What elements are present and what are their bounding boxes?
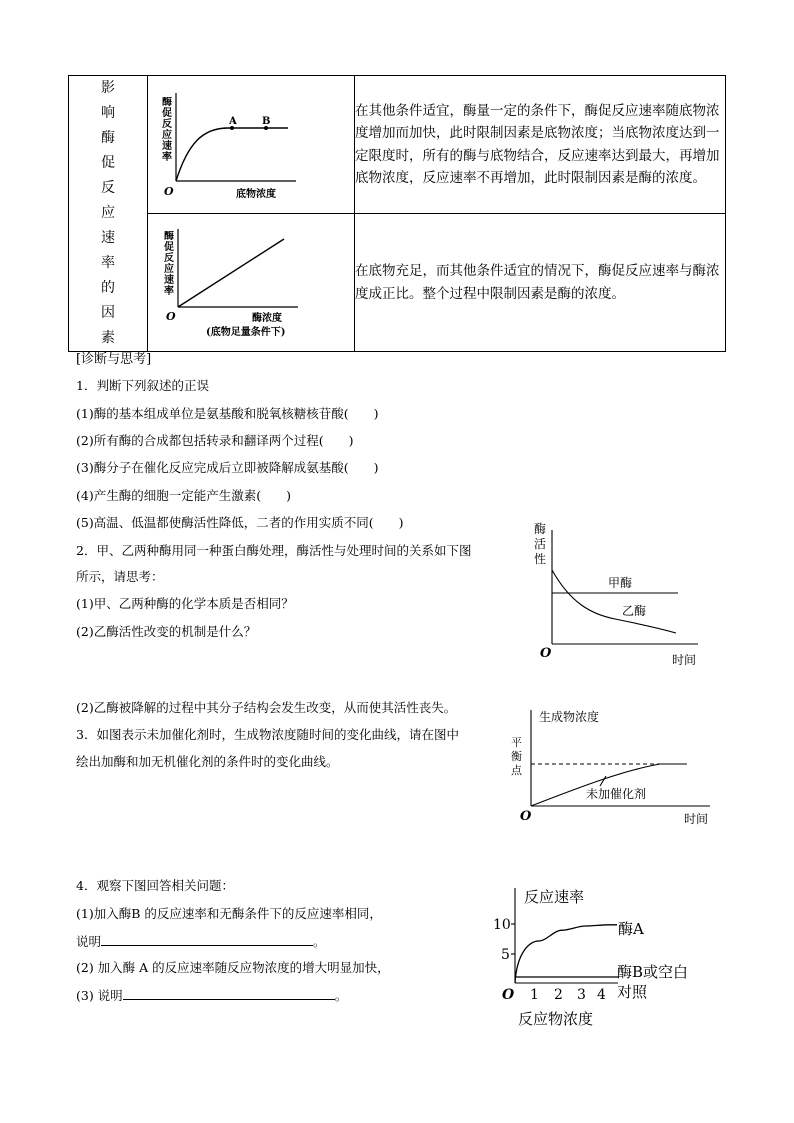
y-axis-label: 酶促反应速率 [162, 96, 172, 163]
factor-label-cell [69, 76, 148, 352]
q4-title: 4．观察下图回答相关问题： [76, 878, 234, 893]
q4-sub-2: (2) 加入酶 A 的反应速率随反应物浓度的增大明显加快， [76, 960, 390, 975]
q1-title: 1．判断下列叙述的正误 [76, 378, 209, 393]
q4-sub-3-suffix: 。 [334, 988, 348, 1003]
enzyme-activity-chart [530, 522, 720, 670]
curve-pointer [600, 776, 606, 786]
y-axis-label: 反应速率 [524, 888, 585, 906]
q2-sub-2: (2)乙酶活性改变的机制是什么？ [76, 624, 257, 639]
yi-enzyme-label: 乙酶 [622, 604, 647, 618]
x-tick-label-1: 1 [530, 987, 539, 1003]
enzyme-factors-table [68, 75, 726, 352]
y-tick-label-10: 10 [493, 917, 511, 933]
answer-blank-2[interactable] [123, 985, 335, 1000]
enzyme-concentration-chart [148, 221, 354, 345]
no-catalyst-label: 未加催化剂 [586, 787, 647, 801]
y-axis-label: 生成物浓度 [539, 710, 600, 724]
y-tick-label-5: 5 [501, 947, 510, 963]
enzyme-a-curve [515, 925, 617, 983]
q4-sub-3-prefix: (3) 说明 [76, 988, 123, 1003]
enzyme-description: 在底物充足，而其他条件适宜的情况下，酶促反应速率与酶浓度成正比。整个过程中限制因素是酶的浓度。 [355, 214, 726, 352]
x-tick-label-3: 3 [577, 987, 586, 1003]
product-concentration-chart [510, 706, 720, 830]
origin-label: O [540, 646, 552, 661]
x-tick-label-4: 4 [597, 987, 606, 1003]
origin-label: O [166, 309, 176, 323]
equilibrium-label: 平衡点 [511, 736, 522, 777]
jia-enzyme-label: 甲酶 [608, 576, 633, 590]
q1-item-2: (2)所有酶的合成都包括转录和翻译两个过程( ) [76, 433, 354, 448]
section-title: [诊断与思考] [76, 352, 152, 367]
origin-label: O [502, 987, 515, 1003]
q4-series-group [515, 925, 619, 983]
q2-line-2: 所示，请思考： [76, 569, 164, 584]
x-axis-note: (底物足量条件下) [206, 326, 286, 338]
enzyme-chart-cell [148, 214, 355, 352]
q2-answer: (2)乙酶被降解的过程中其分子结构会发生改变，从而使其活性丧失。 [76, 700, 457, 715]
reaction-rate-chart [490, 882, 715, 1030]
q3-line-1: 3．如图表示未加催化剂时，生成物浓度随时间的变化曲线，请在图中 [76, 727, 459, 742]
q2-line-1: 2．甲、乙两种酶用同一种蛋白酶处理，酶活性与处理时间的关系如下图 [76, 543, 472, 558]
rate-curve [176, 128, 288, 181]
x-axis-label: 酶浓度 [252, 312, 282, 324]
factor-label: 影响酶促反应速率的因素 [101, 80, 115, 346]
substrate-description: 在其他条件适宜，酶量一定的条件下，酶促反应速率随底物浓度增加而加快，此时限制因素是底物浓度；当底物浓度达到一定限度时，所有的酶与底物结合，反应速率达到最大，再增加底物浓度，反应速率不再增加，此时限制因素是酶的浓度。 [355, 76, 726, 214]
q4-sub-3 [76, 985, 347, 1004]
x-tick-label-2: 2 [554, 987, 563, 1003]
q2-sub-1: (1)甲、乙两种酶的化学本质是否相同？ [76, 596, 294, 611]
enzyme-b-label: 酶B或空白对照 [617, 963, 689, 1001]
q4-sub-1b-prefix: 说明 [76, 934, 102, 949]
x-axis-label: 时间 [672, 653, 697, 667]
q4-sub-1b-suffix: 。 [313, 934, 326, 949]
substrate-chart-cell [148, 76, 355, 214]
rate-line [178, 239, 284, 307]
origin-label: O [520, 809, 532, 824]
q1-item-1: (1)酶的基本组成单位是氨基酸和脱氧核糖核苷酸( ) [76, 406, 379, 421]
answer-blank-1[interactable] [101, 931, 313, 946]
enzyme-a-label: 酶A [618, 920, 644, 938]
q4-sub-1: (1)加入酶B 的反应速率和无酶条件下的反应速率相同， [76, 906, 382, 921]
origin-label: O [164, 184, 174, 198]
q1-item-3: (3)酶分子在催化反应完成后立即被降解成氨基酸( ) [76, 460, 379, 475]
substrate-concentration-chart [148, 83, 354, 207]
point-a-label: A [229, 115, 237, 127]
x-axis-label: 反应物浓度 [518, 1010, 594, 1028]
point-b-label: B [262, 115, 271, 127]
x-axis-label: 时间 [684, 812, 709, 826]
q1-item-5: (5)高温、低温都使酶活性降低，二者的作用实质不同( ) [76, 515, 404, 530]
q4-sub-1b [76, 931, 326, 950]
y-axis-label: 酶促反应速率 [164, 230, 174, 297]
q1-item-4: (4)产生酶的细胞一定能产生激素( ) [76, 488, 291, 503]
y-axis-label: 酶活性 [534, 522, 547, 566]
x-axis-label: 底物浓度 [236, 188, 276, 200]
q3-line-2: 绘出加酶和加无机催化剂的条件时的变化曲线。 [76, 754, 339, 769]
